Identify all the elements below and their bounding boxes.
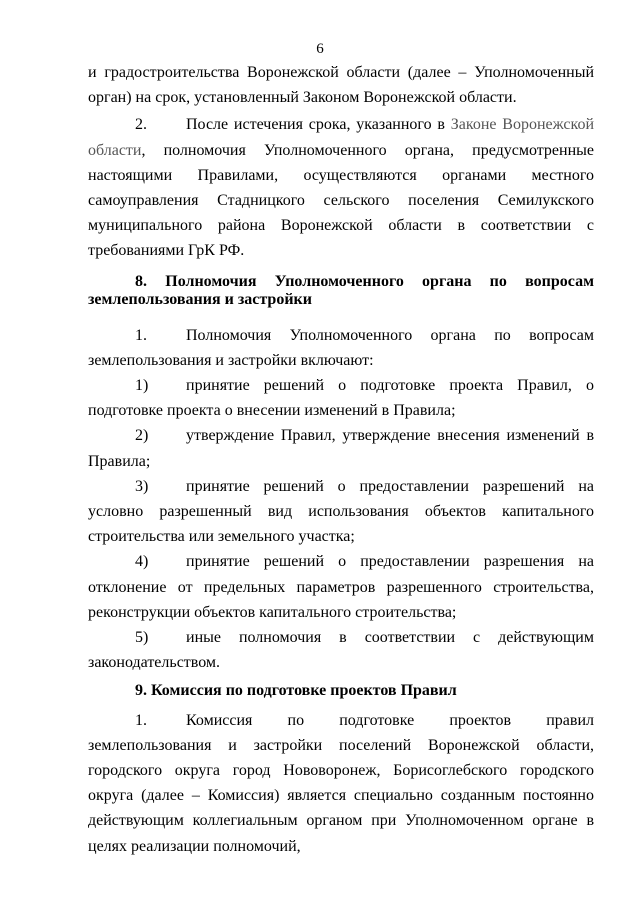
subitem-number: 3) <box>135 477 149 495</box>
item-number: 1. <box>135 326 147 344</box>
item-number: 2. <box>135 116 147 134</box>
subitem-text: принятие решений о предоставлении разрешений на условно разрешенный вид использования объектов капитального строительства или земельного участка; <box>88 477 594 546</box>
subitem-1 <box>88 373 594 423</box>
paragraph-continuation: и градостроительства Воронежской области (далее – Уполномоченный орган) на срок, установленный Законом Воронежской области. <box>88 64 594 107</box>
subitem-text: принятие решений о предоставлении разрешения на отклонение от предельных параметров разрешенного строительства, реконструкции объектов капитального строительства; <box>88 553 594 621</box>
law-link[interactable]: Законе Воронежской области <box>88 116 595 159</box>
subitem-number: 1) <box>135 377 149 395</box>
page-number: 6 <box>316 41 324 57</box>
subitem-number: 2) <box>135 427 149 445</box>
section-9-heading: 9. Комиссия по подготовке проектов Правил <box>135 682 457 700</box>
section-8-heading: 8. Полномочия Уполномоченного органа по вопросам землепользования и застройки <box>88 272 594 308</box>
subitem-number: 5) <box>135 629 149 647</box>
subitem-text: иные полномочия в соответствии с действующим законодательством. <box>88 629 594 672</box>
item-text: Полномочия Уполномоченного органа по вопросам землепользования и застройки включают: <box>88 326 594 369</box>
subitem-5 <box>88 625 594 675</box>
subitem-text: принятие решений о подготовке проекта Правил, о подготовке проекта о внесении изменений в Правила; <box>88 377 594 420</box>
subitem-4 <box>88 549 594 625</box>
item-text-before-link: После истечения срока, указанного в <box>186 116 451 134</box>
subitem-2 <box>88 423 594 473</box>
subitem-3 <box>88 474 594 550</box>
subitem-number: 4) <box>135 553 149 571</box>
subitem-text: утверждение Правил, утверждение внесения изменений в Правила; <box>88 427 594 470</box>
item-text-after-link: , полномочия Уполномоченного органа, предусмотренные настоящими Правилами, осуществляются органами местного самоуправления Стадницкого сельского поселения Семилукского муниципального района Воронежской области в соответствии с требованиями ГрК РФ. <box>88 141 594 260</box>
section-8-item-1 <box>88 323 594 373</box>
item-number: 1. <box>135 711 147 729</box>
section-9-item-1 <box>88 708 594 859</box>
item-text: Комиссия по подготовке проектов правил землепользования и застройки поселений Воронежской области, городского округа город Нововоронеж, Борисоглебского городского округа (далее – Комиссия) является специально созданным постоянно действующим коллегиальным органом при Уполномоченном органе в целях реализации полномочий, <box>88 711 594 855</box>
paragraph-item-2 <box>88 112 594 263</box>
